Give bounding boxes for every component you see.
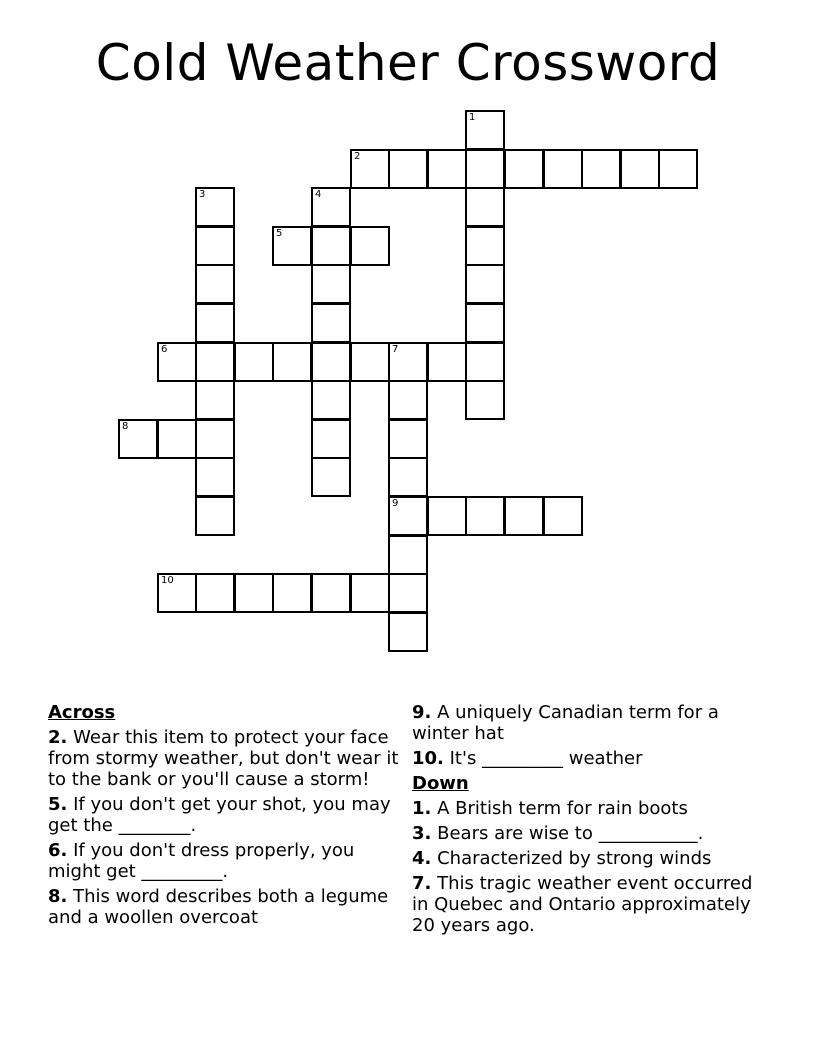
- crossword-cell[interactable]: [427, 149, 467, 189]
- cell-number: 9: [392, 498, 399, 509]
- clue-text: Wear this item to protect your face from stormy weather, but don't wear it to the bank or you'll cause a storm!: [48, 727, 399, 790]
- crossword-cell[interactable]: [311, 264, 351, 304]
- crossword-cell[interactable]: [543, 496, 583, 536]
- crossword-cell[interactable]: [195, 380, 235, 420]
- crossword-cell[interactable]: [195, 226, 235, 266]
- crossword-cell[interactable]: [388, 496, 428, 536]
- crossword-cell[interactable]: [195, 303, 235, 343]
- clue-down-7: [412, 873, 758, 936]
- crossword-cell[interactable]: [118, 419, 158, 459]
- clue-across-9: [412, 702, 758, 744]
- crossword-cell[interactable]: [350, 573, 390, 613]
- crossword-cell[interactable]: [388, 612, 428, 652]
- crossword-cell[interactable]: [504, 149, 544, 189]
- clue-number: 6.: [48, 840, 68, 861]
- crossword-cell[interactable]: [157, 419, 197, 459]
- cell-number: 8: [122, 421, 129, 432]
- crossword-cell[interactable]: [311, 342, 351, 382]
- clue-across-5: [48, 794, 400, 836]
- clue-number: 5.: [48, 794, 68, 815]
- crossword-cell[interactable]: [311, 226, 351, 266]
- clue-across-6: [48, 840, 400, 882]
- clue-across-10: [412, 748, 758, 769]
- cell-number: 4: [315, 189, 322, 200]
- clue-text: If you don't get your shot, you may get the ________.: [48, 794, 391, 836]
- crossword-cell[interactable]: [465, 226, 505, 266]
- clue-text: A British term for rain boots: [437, 798, 688, 819]
- crossword-cell[interactable]: [157, 342, 197, 382]
- clue-text: Bears are wise to ___________.: [437, 823, 704, 844]
- clue-number: 7.: [412, 873, 432, 894]
- clues-column-right: [412, 702, 758, 940]
- crossword-cell[interactable]: [311, 573, 351, 613]
- crossword-cell[interactable]: [504, 496, 544, 536]
- crossword-cell[interactable]: [620, 149, 660, 189]
- cell-number: 2: [354, 151, 361, 162]
- crossword-cell[interactable]: [195, 419, 235, 459]
- crossword-cell[interactable]: [658, 149, 698, 189]
- crossword-cell[interactable]: [272, 226, 312, 266]
- crossword-cell[interactable]: [388, 380, 428, 420]
- clue-text: A uniquely Canadian term for a winter hat: [412, 702, 719, 744]
- clue-across-2: [48, 727, 400, 790]
- clue-number: 10.: [412, 748, 444, 769]
- crossword-cell[interactable]: [350, 226, 390, 266]
- clue-across-8: [48, 886, 400, 928]
- clue-text: It's _________ weather: [449, 748, 643, 769]
- crossword-cell[interactable]: [272, 573, 312, 613]
- cell-number: 1: [469, 112, 476, 123]
- clue-number: 4.: [412, 848, 432, 869]
- crossword-cell[interactable]: [195, 187, 235, 227]
- cell-number: 7: [392, 344, 399, 355]
- crossword-cell[interactable]: [195, 342, 235, 382]
- crossword-cell[interactable]: [272, 342, 312, 382]
- across-heading: Across: [48, 702, 116, 723]
- crossword-cell[interactable]: [350, 149, 390, 189]
- crossword-cell[interactable]: [157, 573, 197, 613]
- crossword-cell[interactable]: [388, 419, 428, 459]
- clue-down-1: [412, 798, 758, 819]
- clue-number: 2.: [48, 727, 68, 748]
- clue-text: This tragic weather event occurred in Quebec and Ontario approximately 20 years ago.: [412, 873, 753, 936]
- crossword-cell[interactable]: [388, 457, 428, 497]
- down-heading: Down: [412, 773, 469, 794]
- crossword-cell[interactable]: [388, 573, 428, 613]
- crossword-cell[interactable]: [465, 149, 505, 189]
- clue-down-4: [412, 848, 758, 869]
- clues-column-left: [48, 702, 400, 932]
- crossword-cell[interactable]: [311, 187, 351, 227]
- crossword-cell[interactable]: [581, 149, 621, 189]
- crossword-cell[interactable]: [311, 303, 351, 343]
- clue-number: 8.: [48, 886, 68, 907]
- clue-text: If you don't dress properly, you might get _________.: [48, 840, 355, 882]
- clue-text: This word describes both a legume and a woollen overcoat: [48, 886, 389, 928]
- crossword-cell[interactable]: [427, 342, 467, 382]
- crossword-cell[interactable]: [350, 342, 390, 382]
- cell-number: 10: [161, 575, 174, 586]
- clue-text: Characterized by strong winds: [437, 848, 712, 869]
- clue-number: 3.: [412, 823, 432, 844]
- crossword-cell[interactable]: [543, 149, 583, 189]
- crossword-cell[interactable]: [195, 496, 235, 536]
- crossword-cell[interactable]: [465, 110, 505, 150]
- crossword-cell[interactable]: [465, 496, 505, 536]
- crossword-cell[interactable]: [465, 303, 505, 343]
- crossword-cell[interactable]: [195, 264, 235, 304]
- crossword-cell[interactable]: [465, 187, 505, 227]
- crossword-cell[interactable]: [427, 496, 467, 536]
- crossword-cell[interactable]: [195, 457, 235, 497]
- crossword-cell[interactable]: [465, 264, 505, 304]
- crossword-cell[interactable]: [311, 457, 351, 497]
- crossword-cell[interactable]: [311, 419, 351, 459]
- cell-number: 5: [276, 228, 283, 239]
- clue-number: 9.: [412, 702, 432, 723]
- clue-number: 1.: [412, 798, 432, 819]
- crossword-cell[interactable]: [234, 342, 274, 382]
- crossword-cell[interactable]: [388, 342, 428, 382]
- cell-number: 6: [161, 344, 168, 355]
- crossword-cell[interactable]: [465, 380, 505, 420]
- crossword-cell[interactable]: [195, 573, 235, 613]
- page-title: Cold Weather Crossword: [95, 34, 721, 92]
- crossword-cell[interactable]: [465, 342, 505, 382]
- crossword-cell[interactable]: [388, 149, 428, 189]
- crossword-cell[interactable]: [234, 573, 274, 613]
- crossword-cell[interactable]: [311, 380, 351, 420]
- crossword-cell[interactable]: [388, 535, 428, 575]
- clue-down-3: [412, 823, 758, 844]
- cell-number: 3: [199, 189, 206, 200]
